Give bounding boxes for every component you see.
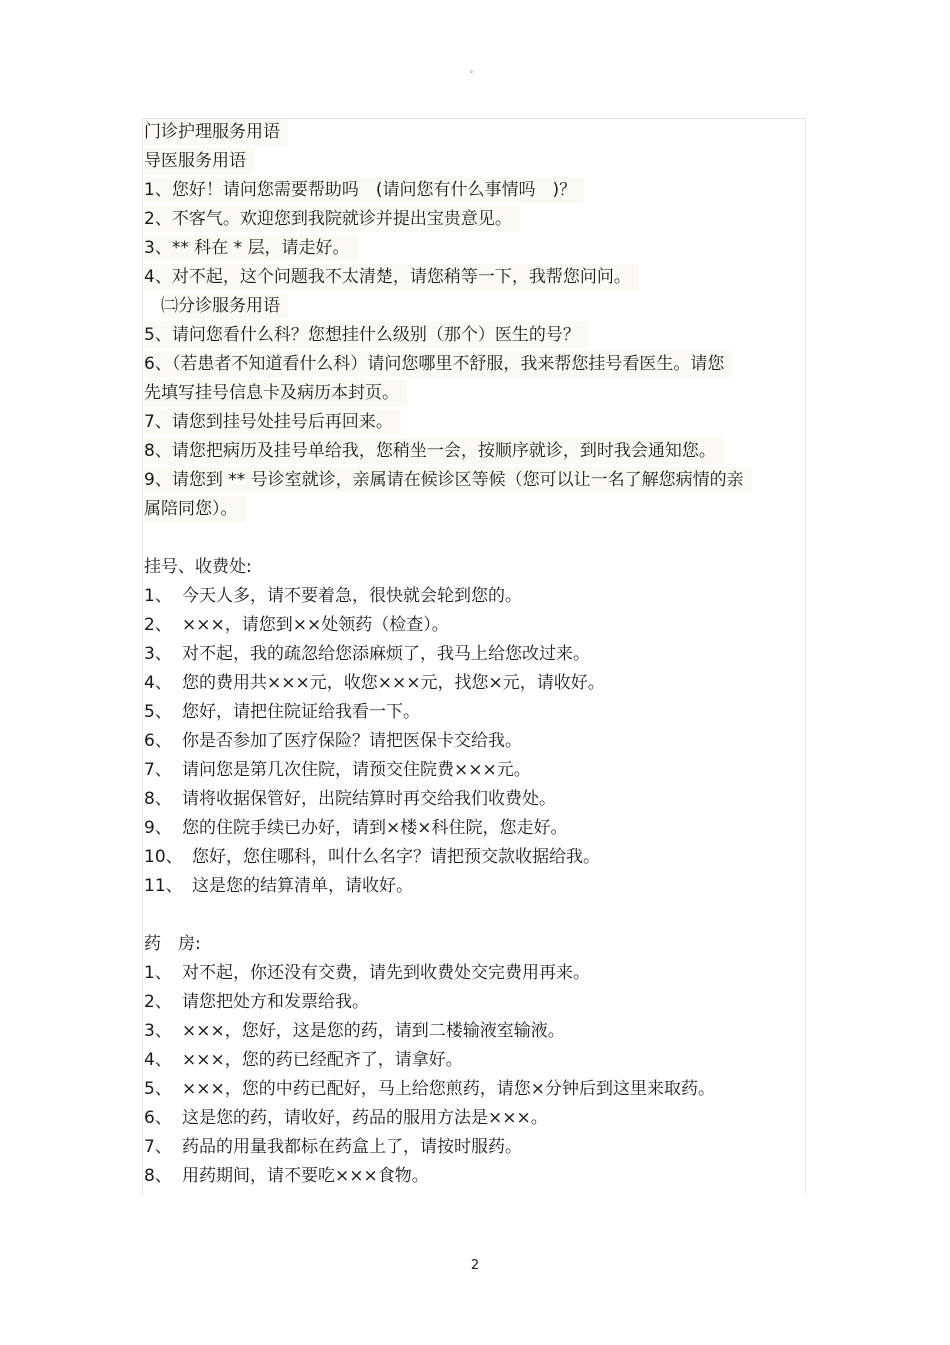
item-number: 6、 <box>144 731 172 751</box>
item-text: 药品的用量我都标在药盒上了，请按时服药。 <box>182 1137 522 1157</box>
triage-item: 6、（若患者不知道看什么科）请问您哪里不舒服，我来帮您挂号看医生。请您 <box>144 350 806 379</box>
guide-item: 4、对不起，这个问题我不太清楚，请您稍等一下，我帮您问问。 <box>144 263 806 292</box>
item-text: 对不起，你还没有交费，请先到收费处交完费用再来。 <box>182 963 590 983</box>
list-item <box>144 698 806 727</box>
item-number: 7、 <box>144 760 172 780</box>
list-item <box>144 1162 806 1191</box>
item-text: ×××，您好，这是您的药，请到二楼输液室输液。 <box>182 1021 565 1041</box>
triage-item: 7、请您到挂号处挂号后再回来。 <box>144 408 806 437</box>
item-text: 您好，请把住院证给我看一下。 <box>182 702 420 722</box>
list-item <box>144 727 806 756</box>
list-item <box>144 872 806 901</box>
pharmacy-list <box>144 959 806 1191</box>
triage-item: 8、请您把病历及挂号单给我，您稍坐一会，按顺序就诊，到时我会通知您。 <box>144 437 806 466</box>
list-item <box>144 988 806 1017</box>
document-title: 门诊护理服务用语 <box>144 118 806 147</box>
pharmacy-heading: 药 房: <box>144 934 201 954</box>
item-text: 你是否参加了医疗保险？请把医保卡交给我。 <box>182 731 522 751</box>
item-number: 11、 <box>144 876 183 896</box>
list-item <box>144 756 806 785</box>
item-text: 请将收据保管好，出院结算时再交给我们收费处。 <box>182 789 556 809</box>
list-item <box>144 640 806 669</box>
item-number: 8、 <box>144 789 172 809</box>
list-item <box>144 1104 806 1133</box>
item-number: 8、 <box>144 1166 172 1186</box>
registration-heading: 挂号、收费处: <box>144 557 252 577</box>
item-text: ×××，您的中药已配好，马上给您煎药，请您×分钟后到这里来取药。 <box>182 1079 715 1099</box>
item-number: 2、 <box>144 615 172 635</box>
item-number: 5、 <box>144 702 172 722</box>
item-text: 您的住院手续已办好，请到×楼×科住院，您走好。 <box>182 818 568 838</box>
item-number: 10、 <box>144 847 183 867</box>
list-item <box>144 785 806 814</box>
guide-item: 2、不客气。欢迎您到我院就诊并提出宝贵意见。 <box>144 205 806 234</box>
header-mark: ° <box>469 70 474 80</box>
triage-item-continued: 先填写挂号信息卡及病历本封页。 <box>144 379 806 408</box>
item-text: ×××，请您到××处领药（检查）。 <box>182 615 449 635</box>
item-number: 9、 <box>144 818 172 838</box>
item-text: 这是您的药，请收好，药品的服用方法是×××。 <box>182 1108 548 1128</box>
guide-item: 3、** 科在 * 层，请走好。 <box>144 234 806 263</box>
item-number: 6、 <box>144 1108 172 1128</box>
item-number: 4、 <box>144 673 172 693</box>
item-text: 请问您是第几次住院，请预交住院费×××元。 <box>182 760 531 780</box>
list-item <box>144 1046 806 1075</box>
list-item <box>144 959 806 988</box>
registration-list <box>144 582 806 901</box>
list-item <box>144 1133 806 1162</box>
triage-item: 9、请您到 ** 号诊室就诊，亲属请在候诊区等候（您可以让一名了解您病情的亲 <box>144 466 806 495</box>
item-text: 这是您的结算清单，请收好。 <box>192 876 413 896</box>
item-number: 1、 <box>144 963 172 983</box>
item-text: 请您把处方和发票给我。 <box>182 992 369 1012</box>
guide-item: 1、您好！请问您需要帮助吗 (请问您有什么事情吗 )？ <box>144 176 806 205</box>
item-text: 今天人多，请不要着急，很快就会轮到您的。 <box>182 586 522 606</box>
document-body <box>144 118 806 1191</box>
item-number: 7、 <box>144 1137 172 1157</box>
item-number: 5、 <box>144 1079 172 1099</box>
list-item <box>144 1017 806 1046</box>
item-number: 1、 <box>144 586 172 606</box>
item-number: 2、 <box>144 992 172 1012</box>
triage-item-continued: 属陪同您）。 <box>144 495 806 524</box>
list-item <box>144 1075 806 1104</box>
list-item <box>144 611 806 640</box>
item-number: 4、 <box>144 1050 172 1070</box>
item-text: 用药期间，请不要吃×××食物。 <box>182 1166 429 1186</box>
item-text: ×××，您的药已经配齐了，请拿好。 <box>182 1050 463 1070</box>
item-text: 对不起，我的疏忽给您添麻烦了，我马上给您改过来。 <box>182 644 590 664</box>
triage-heading: ㈡分诊服务用语 <box>144 292 806 321</box>
item-number: 3、 <box>144 644 172 664</box>
list-item <box>144 843 806 872</box>
triage-item: 5、请问您看什么科？您想挂什么级别（那个）医生的号？ <box>144 321 806 350</box>
list-item <box>144 669 806 698</box>
list-item <box>144 582 806 611</box>
page-number: 2 <box>470 1258 480 1273</box>
list-item <box>144 814 806 843</box>
item-number: 3、 <box>144 1021 172 1041</box>
item-text: 您好，您住哪科，叫什么名字？请把预交款收据给我。 <box>192 847 600 867</box>
guide-heading: 导医服务用语 <box>144 147 806 176</box>
item-text: 您的费用共×××元，收您×××元，找您×元，请收好。 <box>182 673 605 693</box>
